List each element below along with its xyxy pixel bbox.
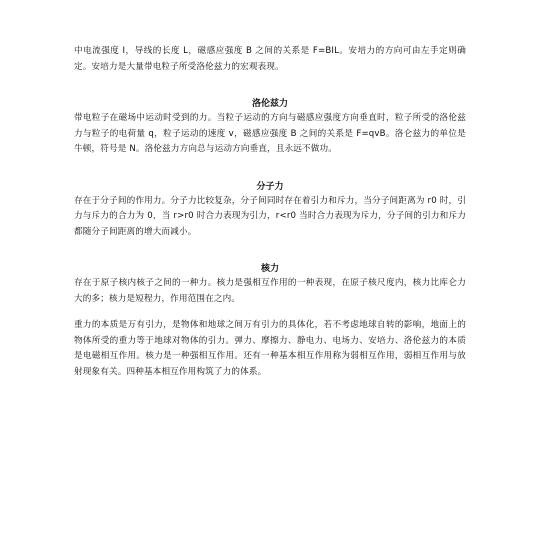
intro-paragraph: 中电流强度 I，导线的长度 L，磁感应强度 B 之间的关系是 F=BIL。安培力的方向可由左手定则确定。安培力是大量带电粒子所受洛伦兹力的宏观表现。 xyxy=(74,46,466,72)
section-body-lorentz-force: 带电粒子在磁场中运动时受到的力。当粒子运动的方向与磁感应强度方向垂直时，粒子所受的洛伦兹力与粒子的电荷量 q，粒子运动的速度 v，磁感应强度 B 之间的关系是 F=qvB。洛仑兹力的单位是牛顿，符号是 N。洛伦兹力方向总与运动方向垂直，且永远不做功。 xyxy=(74,113,466,154)
spacer xyxy=(74,307,466,318)
closing-paragraph: 重力的本质是万有引力，是物体和地球之间万有引力的具体化，若不考虑地球自转的影响，地面上的物体所受的重力等于地球对物体的引力。弹力、摩擦力、静电力、电场力、安培力、洛伦兹力的本质是电磁相互作用。核力是一种强相互作用。还有一种基本相互作用称为弱相互作用，弱相互作用与放射现象有关。四种基本相互作用构筑了力的体系。 xyxy=(74,320,466,377)
section-heading-molecular-force: 分子力 xyxy=(256,181,284,192)
section-body-molecular-force: 存在于分子间的作用力。分子力比较复杂，分子间同时存在着引力和斥力，当分子间距离为 r0 时，引力与斥力的合力为 0，当 r>r0 时合力表现为引力，r<r0 当时合力表现为斥力，分子间的引力和斥力都随分子间距离的增大而减小。 xyxy=(74,195,466,237)
spacer xyxy=(74,240,466,262)
section-body-nuclear-force: 存在于原子核内核子之间的一种力。核力是强相互作用的一种表现，在原子核尺度内，核力比库仑力大的多；核力是短程力，作用范围在之内。 xyxy=(74,278,466,304)
spacer xyxy=(74,75,466,97)
section-heading-nuclear-force: 核力 xyxy=(260,264,279,274)
document-page xyxy=(74,44,466,380)
spacer xyxy=(74,158,466,180)
section-heading-lorentz-force: 洛伦兹力 xyxy=(251,99,288,109)
